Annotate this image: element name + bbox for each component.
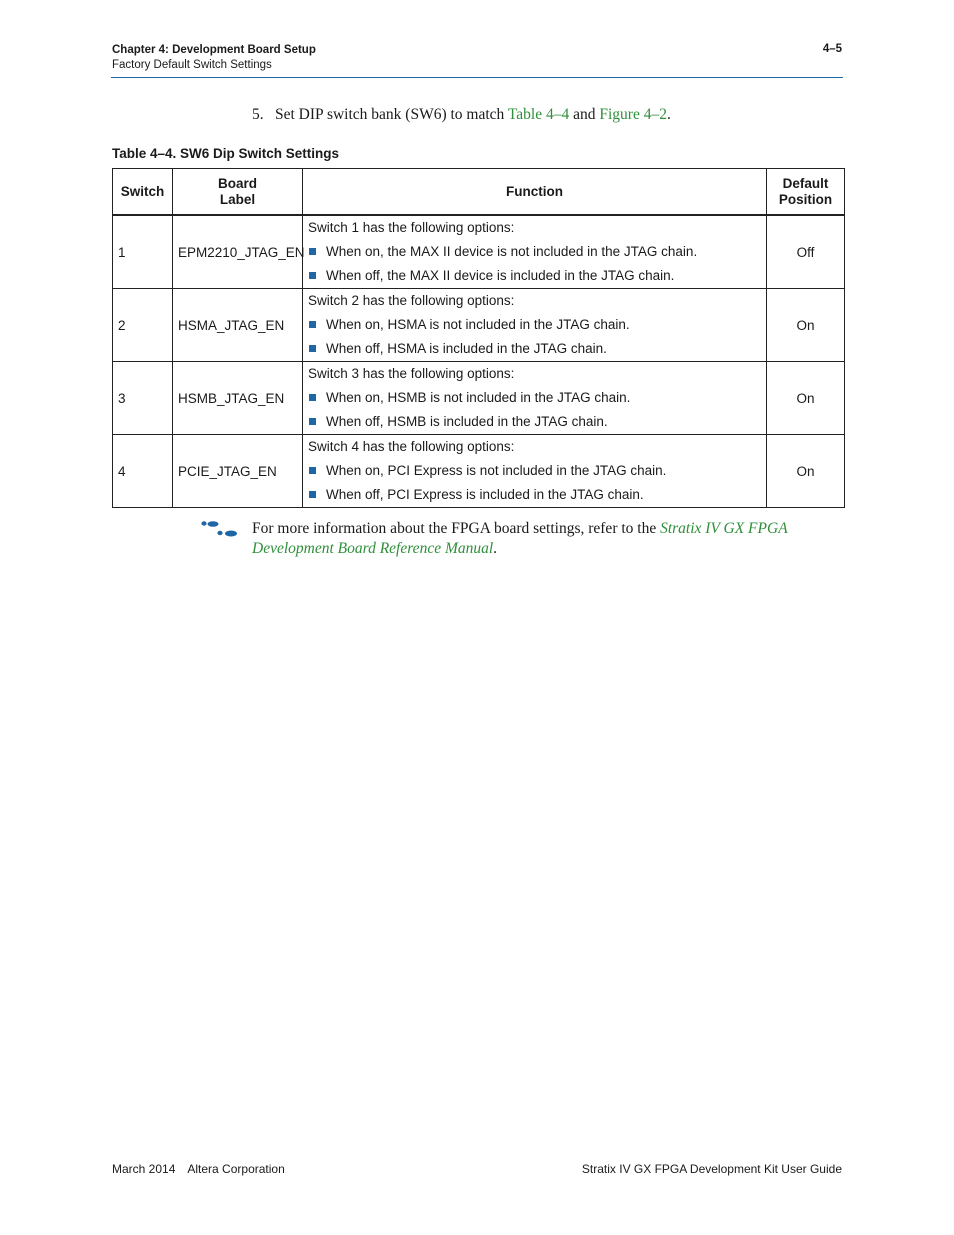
step-number: 5. <box>252 106 264 123</box>
table-row <box>113 435 845 508</box>
table-header-row <box>113 169 845 216</box>
square-bullet-icon <box>309 272 316 279</box>
footer-company: Altera Corporation <box>187 1162 285 1176</box>
step-text-before: Set DIP switch bank (SW6) to match <box>275 106 508 123</box>
reference-note: For more information about the FPGA board settings, refer to the Stratix IV GX FPGA Development Board Reference Manual. <box>252 520 788 557</box>
square-bullet-icon <box>309 345 316 352</box>
figure-4-2-link[interactable]: Figure 4–2 <box>599 106 667 123</box>
square-bullet-icon <box>309 394 316 401</box>
function-intro: Switch 3 has the following options: <box>308 366 515 381</box>
option-on: When on, HSMA is not included in the JTAG chain. <box>308 313 761 337</box>
option-on: When on, the MAX II device is not included in the JTAG chain. <box>308 240 761 264</box>
table-4-4-link[interactable]: Table 4–4 <box>507 106 570 123</box>
switch-number: 4 <box>113 435 173 508</box>
board-label: HSMB_JTAG_EN <box>173 362 303 435</box>
function-cell <box>303 362 767 435</box>
function-intro: Switch 4 has the following options: <box>308 439 515 454</box>
switch-number: 2 <box>113 289 173 362</box>
table-caption: Table 4–4. SW6 Dip Switch Settings <box>112 146 340 161</box>
function-intro: Switch 2 has the following options: <box>308 293 515 308</box>
running-header <box>112 43 316 73</box>
option-off: When off, the MAX II device is included in the JTAG chain. <box>308 264 761 288</box>
header-board-label: Board Label <box>173 169 303 216</box>
square-bullet-icon <box>309 248 316 255</box>
header-function: Function <box>303 169 767 216</box>
square-bullet-icon <box>309 491 316 498</box>
step-text-after: . <box>666 106 671 123</box>
default-position: Off <box>767 215 845 289</box>
square-bullet-icon <box>309 321 316 328</box>
function-cell <box>303 215 767 289</box>
section-title: Factory Default Switch Settings <box>112 59 272 71</box>
header-switch: Switch <box>113 169 173 216</box>
chapter-title: Chapter 4: Development Board Setup <box>112 44 316 56</box>
option-on: When on, HSMB is not included in the JTAG chain. <box>308 386 761 410</box>
switch-number: 3 <box>113 362 173 435</box>
switch-number: 1 <box>113 215 173 289</box>
function-intro: Switch 1 has the following options: <box>308 220 515 235</box>
header-default-position: Default Position <box>767 169 845 216</box>
footer-doc-title: Stratix IV GX FPGA Development Kit User Guide <box>581 1162 842 1176</box>
step-text-mid: and <box>569 106 600 123</box>
footsteps-icon <box>200 520 240 538</box>
board-label: HSMA_JTAG_EN <box>173 289 303 362</box>
option-off: When off, HSMB is included in the JTAG chain. <box>308 410 761 434</box>
default-position: On <box>767 435 845 508</box>
default-position: On <box>767 289 845 362</box>
table-row <box>113 362 845 435</box>
square-bullet-icon <box>309 418 316 425</box>
option-off: When off, HSMA is included in the JTAG chain. <box>308 337 761 361</box>
table-row <box>113 215 845 289</box>
default-position: On <box>767 362 845 435</box>
table-row <box>113 289 845 362</box>
header-rule <box>111 77 843 78</box>
function-cell <box>303 435 767 508</box>
function-cell <box>303 289 767 362</box>
square-bullet-icon <box>309 467 316 474</box>
footer-date: March 2014 <box>112 1162 176 1176</box>
page-number: 4–5 <box>822 43 842 55</box>
board-label: PCIE_JTAG_EN <box>173 435 303 508</box>
reference-manual-link[interactable]: Stratix IV GX FPGA Development Board Reference Manual <box>252 520 788 557</box>
step-5 <box>252 106 671 124</box>
footer-left <box>112 1162 285 1176</box>
board-label: EPM2210_JTAG_EN <box>173 215 303 289</box>
sw6-settings-table <box>112 168 845 508</box>
option-off: When off, PCI Express is included in the JTAG chain. <box>308 483 761 507</box>
option-on: When on, PCI Express is not included in the JTAG chain. <box>308 459 761 483</box>
